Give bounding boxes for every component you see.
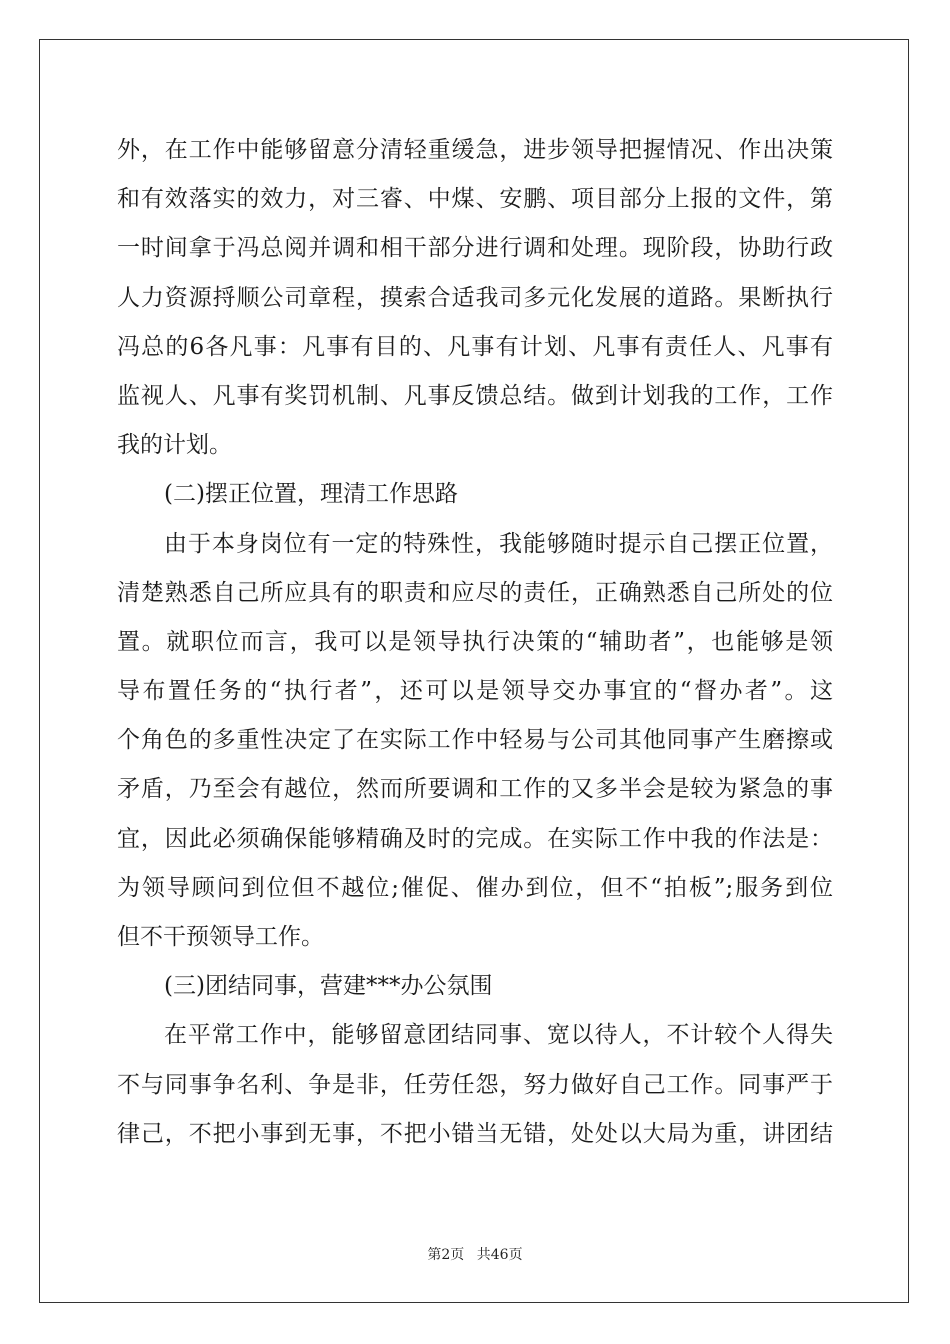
text-line: (二)摆正位置，理清工作思路 xyxy=(164,481,458,508)
page-footer xyxy=(0,1244,950,1264)
current-page-label: 第2页 xyxy=(427,1247,465,1263)
text-line: (三)团结同事，营建***办公氛围 xyxy=(164,973,493,1000)
text-line: 监视人、凡事有奖罚机制、凡事反馈总结。做到计划我的工作，工作 xyxy=(117,382,833,409)
text-line: 个角色的多重性决定了在实际工作中轻易与公司其他同事产生磨擦或 xyxy=(117,727,833,754)
text-line: 矛盾，乃至会有越位，然而所要调和工作的又多半会是较为紧急的事 xyxy=(117,776,833,803)
total-pages-label: 共46页 xyxy=(476,1247,523,1263)
text-line: 冯总的6各凡事：凡事有目的、凡事有计划、凡事有责任人、凡事有 xyxy=(117,333,833,360)
text-line: 由于本身岗位有一定的特殊性，我能够随时提示自己摆正位置， xyxy=(164,530,833,557)
document-body xyxy=(117,126,833,1159)
text-line: 不与同事争名利、争是非，任劳任怨，努力做好自己工作。同事严于 xyxy=(117,1071,833,1098)
text-line: 人力资源捋顺公司章程，摸索合适我司多元化发展的道路。果断执行 xyxy=(117,284,833,311)
text-line: 置。就职位而言，我可以是领导执行决策的“辅助者”，也能够是领 xyxy=(117,628,833,655)
text-line: 导布置任务的“执行者”，还可以是领导交办事宜的“督办者”。这 xyxy=(117,678,833,705)
text-line: 清楚熟悉自己所应具有的职责和应尽的责任，正确熟悉自己所处的位 xyxy=(117,579,833,606)
text-line: 宜，因此必须确保能够精确及时的完成。在实际工作中我的作法是： xyxy=(117,825,833,852)
text-line: 一时间拿于冯总阅并调和相干部分进行调和处理。现阶段，协助行政 xyxy=(117,235,833,262)
text-line: 我的计划。 xyxy=(117,432,232,459)
text-line: 为领导顾问到位但不越位;催促、催办到位，但不“拍板”;服务到位 xyxy=(117,874,833,901)
text-line: 外，在工作中能够留意分清轻重缓急，进步领导把握情况、作出决策 xyxy=(117,137,833,163)
text-line: 律己，不把小事到无事，不把小错当无错，处处以大局为重，讲团结 xyxy=(117,1120,833,1147)
text-line: 在平常工作中，能够留意团结同事、宽以待人，不计较个人得失 xyxy=(164,1022,833,1049)
text-line: 和有效落实的效力，对三睿、中煤、安鹏、项目部分上报的文件，第 xyxy=(117,186,833,213)
text-line: 但不干预领导工作。 xyxy=(117,924,324,950)
